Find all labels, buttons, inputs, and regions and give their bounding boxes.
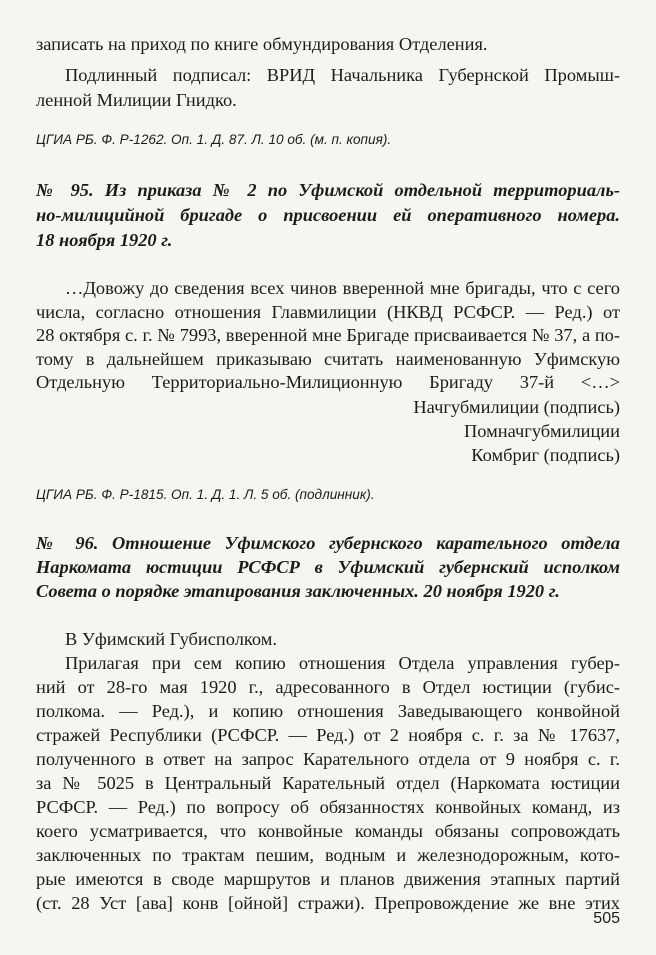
text-line: ленной Милиции Гнидко. xyxy=(36,90,237,110)
text-line: (ст. 28 Уст [ава] конв [ойной] стражи). Препровождение же вне этих xyxy=(36,893,620,913)
signature-line: Помначгубмилиции xyxy=(464,421,620,441)
text-line: полкома. — Ред.), и копию отношения Заведывающего конвойной xyxy=(36,701,620,721)
text-line: коего усматривается, что конвойные команды обязаны сопровождать xyxy=(36,821,620,841)
text-line: числа, согласно отношения Главмилиции (НКВД РСФСР. — Ред.) от xyxy=(36,302,620,322)
text-line: полученного в ответ на запрос Карательного отдела от 9 ноября с. г. xyxy=(36,749,620,769)
address-line: В Уфимский Губисполком. xyxy=(65,629,277,649)
text-line: заключенных по трактам пешим, водным и железнодорожным, кото- xyxy=(36,845,620,865)
text-line: стражей Республики (РСФСР. — Ред.) от 2 ноября с. г. за № 17637, xyxy=(36,725,620,745)
text-line: …Довожу до сведения всех чинов вверенной мне бригады, что с сего xyxy=(65,278,620,298)
document-heading: № 96. Отношение Уфимского губернского карательного отдела xyxy=(36,533,620,553)
text-line: 28 октября с. г. № 7993, вверенной мне Бригаде присваивается № 37, а по- xyxy=(36,325,620,345)
text-line: записать на приход по книге обмундирования Отделения. xyxy=(36,34,488,54)
document-heading: но-милицийной бригаде о присвоении ей оперативного номера. xyxy=(36,205,620,225)
signature-line: Начгубмилиции (подпись) xyxy=(413,397,620,417)
text-line: РСФСР. — Ред.) по вопросу об обязанностях конвойных команд, из xyxy=(36,797,620,817)
document-heading: Наркомата юстиции РСФСР в Уфимский губернский исполком xyxy=(36,557,620,577)
text-line: Прилагая при сем копию отношения Отдела управления губер- xyxy=(65,653,620,673)
text-line: за № 5025 в Центральный Карательный отдел (Наркомата юстиции xyxy=(36,773,620,793)
text-line: ний от 28-го мая 1920 г., адресованного в Отдел юстиции (губис- xyxy=(36,677,620,697)
text-line: Отдельную Территориально-Милиционную Бригаду 37-й <…> xyxy=(36,372,620,392)
archive-source: ЦГИА РБ. Ф. Р-1262. Оп. 1. Д. 87. Л. 10 об. (м. п. копия). xyxy=(36,132,392,147)
document-heading: Совета о порядке этапирования заключенных. 20 ноября 1920 г. xyxy=(36,581,560,601)
text-line: рые имеются в своде маршрутов и планов движения этапных партий xyxy=(36,869,620,889)
text-line: тому в дальнейшем приказываю считать наименованную Уфимскую xyxy=(36,349,620,369)
signature-line: Комбриг (подпись) xyxy=(471,445,620,465)
document-heading: 18 ноября 1920 г. xyxy=(36,230,173,250)
archive-source: ЦГИА РБ. Ф. Р-1815. Оп. 1. Д. 1. Л. 5 об. (подлинник). xyxy=(36,487,375,502)
page-number: 505 xyxy=(593,910,620,927)
text-line: Подлинный подписал: ВРИД Начальника Губернской Промыш- xyxy=(65,65,620,85)
document-heading: № 95. Из приказа № 2 по Уфимской отдельной территориаль- xyxy=(36,180,620,200)
